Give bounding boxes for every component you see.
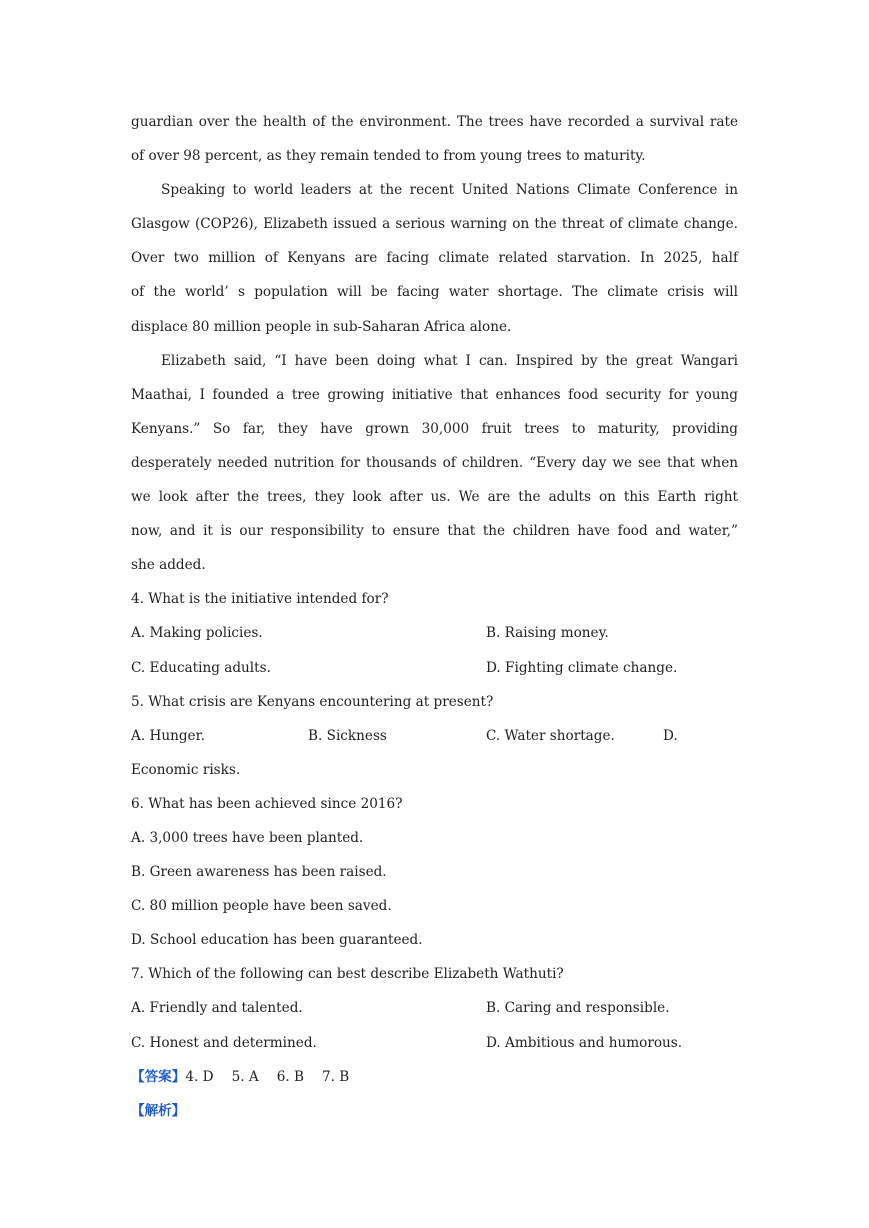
question-7-option-a: A. Friendly and talented. [131, 1000, 303, 1017]
question-6-option-c: C. 80 million people have been saved. [131, 898, 392, 915]
document-page [131, 105, 738, 1128]
question-4-option-d: D. Fighting climate change. [486, 659, 678, 676]
answer-item: 6. B [276, 1068, 304, 1085]
question-6-option-b: B. Green awareness has been raised. [131, 864, 387, 881]
question-7-options-row-1 [131, 991, 738, 1025]
analysis-heading [131, 1094, 738, 1128]
question-6-option-d: D. School education has been guaranteed. [131, 932, 423, 949]
passage-line: of the world’ s population will be facing water shortage. The climate crisis will [131, 284, 738, 301]
answer-key [131, 1060, 738, 1094]
passage-line: she added. [131, 557, 206, 574]
question-4-options-row-2 [131, 651, 738, 685]
question-4-stem: 4. What is the initiative intended for? [131, 591, 389, 608]
question-7-option-c: C. Honest and determined. [131, 1034, 317, 1051]
question-5-option-c: C. Water shortage. [486, 727, 615, 744]
question-7-option-d: D. Ambitious and humorous. [486, 1034, 683, 1051]
passage-line: guardian over the health of the environment. The trees have recorded a survival rate [131, 114, 738, 130]
question-6-option-a: A. 3,000 trees have been planted. [131, 829, 364, 846]
question-5-stem: 5. What crisis are Kenyans encountering at present? [131, 693, 494, 710]
question-7-option-b: B. Caring and responsible. [486, 1000, 670, 1017]
question-7-options-row-2 [131, 1026, 738, 1060]
question-4-options-row-1 [131, 616, 738, 650]
answer-item: 4. D [185, 1068, 214, 1085]
passage-line: we look after the trees, they look after us. We are the adults on this Earth right [131, 489, 738, 506]
passage-line: Over two million of Kenyans are facing climate related starvation. In 2025, half [131, 250, 738, 267]
answer-item: 5. A [231, 1068, 259, 1085]
passage-line: desperately needed nutrition for thousands of children. “Every day we see that when [131, 454, 738, 471]
passage-line: now, and it is our responsibility to ensure that the children have food and water,” [131, 523, 738, 540]
question-5-option-d: D. [663, 727, 678, 744]
analysis-label: 【解析】 [131, 1102, 186, 1119]
passage-line: Glasgow (COP26), Elizabeth issued a serious warning on the threat of climate change. [131, 216, 738, 233]
question-4-option-b: B. Raising money. [486, 625, 609, 642]
question-5-option-d-continued: Economic risks. [131, 761, 241, 778]
answer-label: 【答案】 [131, 1068, 186, 1085]
question-7-stem: 7. Which of the following can best describe Elizabeth Wathuti? [131, 966, 564, 983]
passage-line: Elizabeth said, “I have been doing what I can. Inspired by the great Wangari [161, 352, 738, 369]
passage-line: displace 80 million people in sub-Saharan Africa alone. [131, 318, 512, 335]
passage-line: Maathai, I founded a tree growing initiative that enhances food security for young [131, 386, 738, 403]
question-5-option-b: B. Sickness [308, 727, 387, 744]
question-5-option-a: A. Hunger. [131, 727, 205, 744]
answer-item: 7. B [321, 1068, 350, 1085]
passage-line: of over 98 percent, as they remain tended to from young trees to maturity. [131, 148, 646, 165]
passage-line: Speaking to world leaders at the recent United Nations Climate Conference in [161, 182, 738, 199]
question-4-option-c: C. Educating adults. [131, 659, 271, 676]
question-6-stem: 6. What has been achieved since 2016? [131, 795, 403, 812]
question-5-options-row [131, 719, 738, 753]
passage-line: Kenyans.” So far, they have grown 30,000 fruit trees to maturity, providing [131, 420, 738, 437]
question-4-option-a: A. Making policies. [131, 625, 263, 642]
